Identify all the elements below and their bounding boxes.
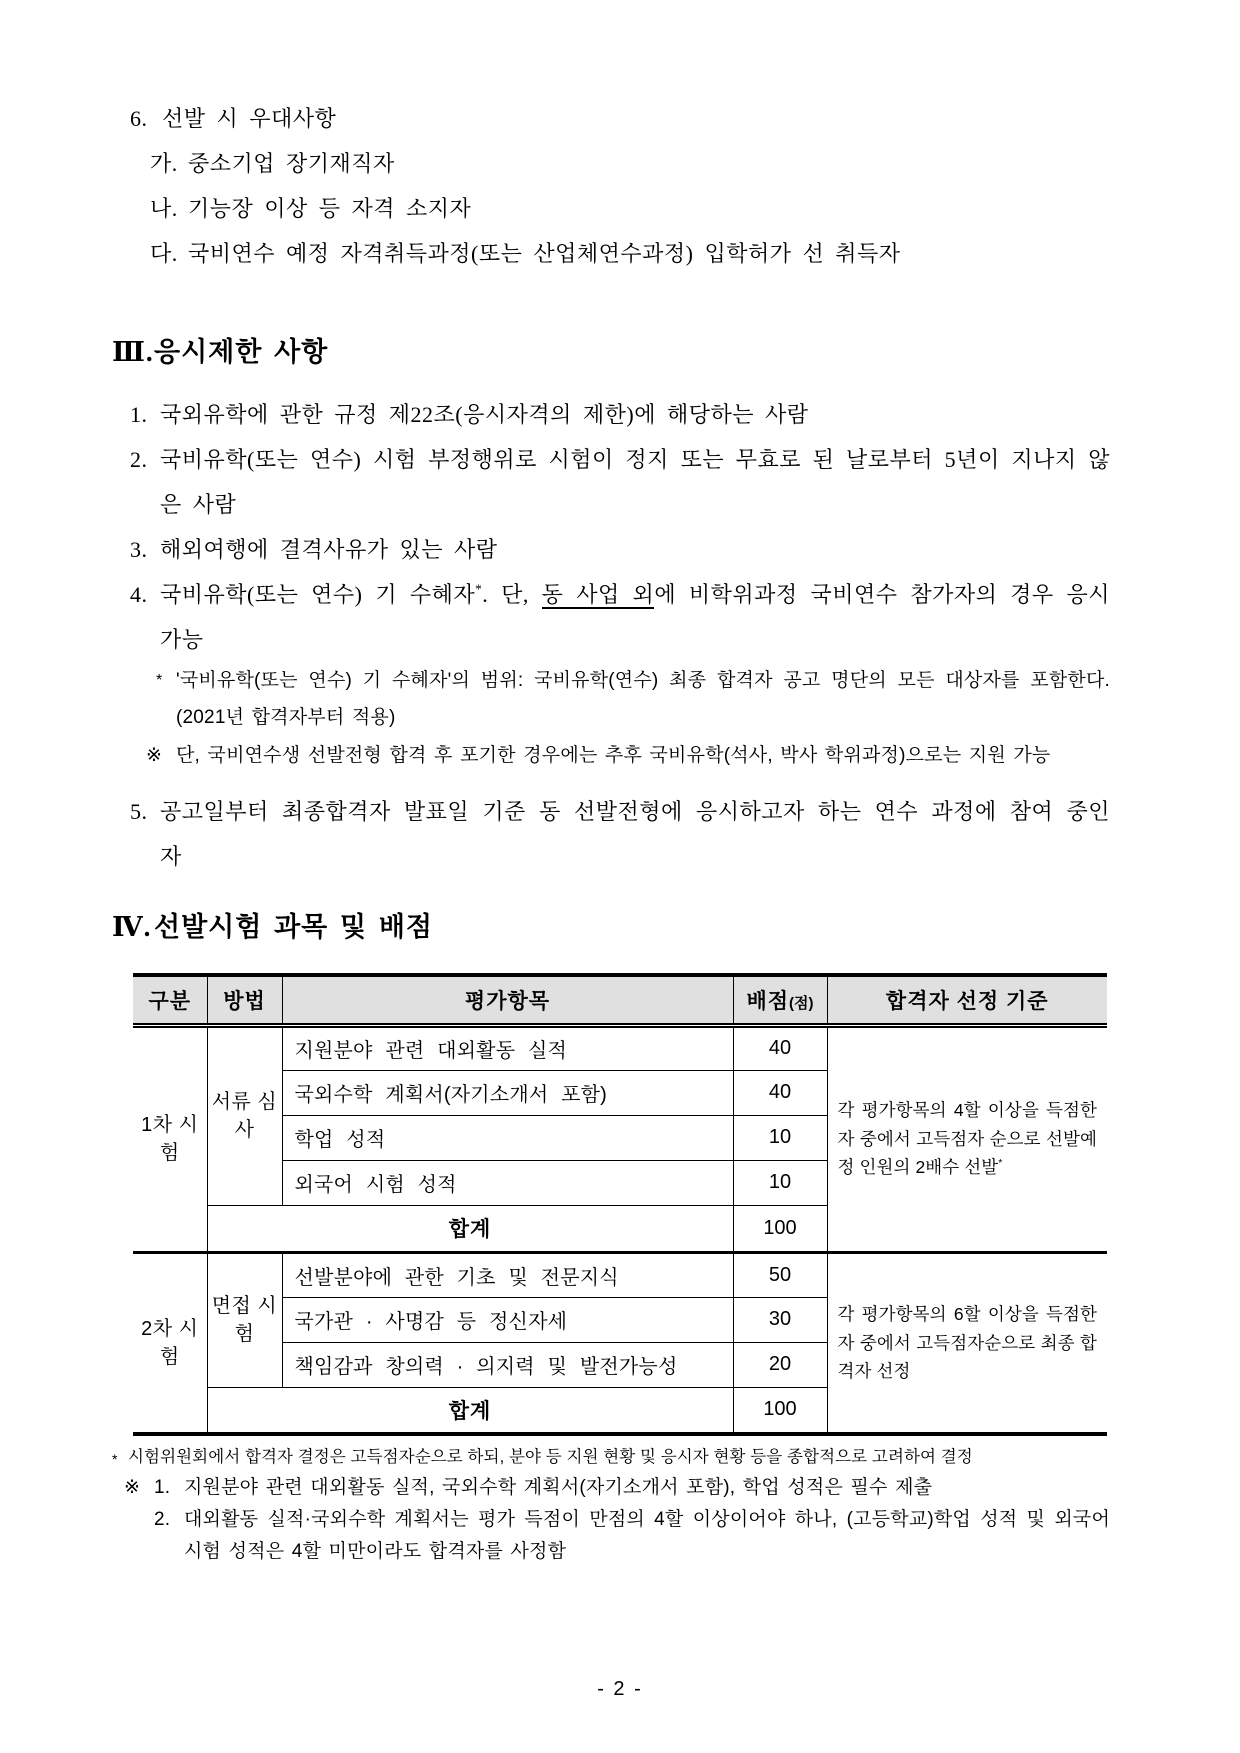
cell-eval-item: 국가관 · 사명감 등 정신자세 [282, 1297, 733, 1342]
footnote-marker: ※ [146, 745, 163, 766]
col-header-method: 방법 [207, 975, 282, 1025]
footnote-marker [124, 1504, 154, 1568]
section3-heading-text: 응시제한 사항 [154, 337, 329, 367]
table-section-1 [133, 1025, 1107, 1252]
item-text [160, 572, 1110, 662]
footnote-reference [146, 736, 1110, 775]
item-text: 국비유학(또는 연수) 시험 부정행위로 시험이 정지 또는 무효로 된 날로부터 5년이 지나지 않은 사람 [160, 447, 1110, 517]
list-item [150, 141, 1110, 186]
section6-title-text: 선발 시 우대사항 [162, 106, 337, 131]
section4-heading [112, 909, 1110, 945]
section6-title [130, 96, 1110, 141]
table-header [133, 975, 1107, 1025]
criteria-text: 각 평가항목의 6할 이상을 득점한 자 중에서 고득점자순으로 최종 합격자 선정 [837, 1304, 1097, 1381]
table-section-2 [133, 1252, 1107, 1434]
table-header-row [133, 975, 1107, 1025]
cell-eval-item: 학업 성적 [282, 1115, 733, 1160]
list-item [150, 186, 1110, 231]
cell-criteria [827, 1252, 1107, 1434]
cell-eval-item: 책임감과 창의력 · 의지력 및 발전가능성 [282, 1342, 733, 1387]
restriction-item-3 [130, 527, 1110, 572]
cell-eval-item: 외국어 시험 성적 [282, 1160, 733, 1205]
list-item-text: 국비연수 예정 자격취득과정(또는 산업체연수과정) 입학허가 선 취득자 [188, 241, 901, 266]
cell-total-score: 100 [733, 1205, 827, 1252]
asterisk-mark: * [998, 1157, 1003, 1170]
preferential-section [112, 96, 1110, 276]
section3-heading [112, 334, 1110, 370]
item-number: 4. [130, 582, 148, 607]
section6-title-number: 6. [130, 106, 148, 131]
col-header-score-main: 배점 [746, 989, 790, 1013]
criteria-text: 각 평가항목의 4할 이상을 득점한 자 중에서 고득점자 순으로 선발예정 인원의 2배수 선발 [837, 1100, 1097, 1178]
cell-group: 2차 시험 [133, 1252, 207, 1434]
cell-score: 40 [733, 1025, 827, 1070]
footnote-text: '국비유학(또는 연수) 기 수혜자'의 범위: 국비유학(연수) 최종 합격자 공고 명단의 모든 대상자를 포함한다.(2021년 합격자부터 적용) [176, 670, 1110, 728]
col-header-group: 구분 [133, 975, 207, 1025]
cell-total-label: 합계 [207, 1387, 733, 1434]
cell-eval-item: 국외수학 계획서(자기소개서 포함) [282, 1070, 733, 1115]
exam-section [112, 909, 1110, 1568]
footnote-marker: ※ [124, 1477, 141, 1498]
footnote-text: 시험위원회에서 합격자 결정은 고득점자순으로 하되, 분야 등 지원 현황 및 응시자 현황 등을 종합적으로 고려하여 결정 [128, 1448, 973, 1466]
section3-heading-number: Ⅲ. [112, 337, 154, 367]
restriction-item-5 [130, 789, 1110, 879]
cell-score: 50 [733, 1252, 827, 1297]
col-header-item: 평가항목 [282, 975, 733, 1025]
cell-total-label: 합계 [207, 1205, 733, 1252]
footnote-number: 1. [154, 1477, 171, 1498]
footnote-text: 대외활동 실적·국외수학 계획서는 평가 득점이 만점의 4할 이상이어야 하나, (고등학교)학업 성적 및 외국어 시험 성적은 4할 미만이라도 합격자를 사정함 [184, 1509, 1110, 1562]
cell-group: 1차 시험 [133, 1025, 207, 1252]
cell-score: 30 [733, 1297, 827, 1342]
item-number: 5. [130, 799, 148, 824]
restrictions-section [112, 334, 1110, 879]
item-number: 1. [130, 402, 148, 427]
item-text-part: 국비유학(또는 연수) 기 수혜자 [160, 582, 476, 607]
section4-heading-text: 선발시험 과목 및 배점 [154, 912, 433, 942]
cell-total-score: 100 [733, 1387, 827, 1434]
cell-score: 20 [733, 1342, 827, 1387]
cell-method: 서류 심사 [207, 1025, 282, 1205]
footnote-number: 2. [154, 1509, 171, 1530]
list-item-number: 가. [150, 151, 178, 176]
exam-score-table [133, 973, 1107, 1436]
footnote-star [156, 662, 1110, 736]
cell-eval-item: 선발분야에 관한 기초 및 전문지식 [282, 1252, 733, 1297]
footnote-text: 지원분야 관련 대외활동 실적, 국외수학 계획서(자기소개서 포함), 학업 성적은 필수 제출 [184, 1477, 933, 1498]
list-item-text: 중소기업 장기재직자 [188, 151, 395, 176]
item-number: 2. [130, 447, 148, 472]
col-header-criteria: 합격자 선정 기준 [827, 975, 1107, 1025]
cell-eval-item: 지원분야 관련 대외활동 실적 [282, 1025, 733, 1070]
list-item [150, 231, 1110, 276]
cell-method: 면접 시험 [207, 1252, 282, 1387]
page-number: - 2 - [597, 1678, 643, 1700]
list-item-text: 기능장 이상 등 자격 소지자 [188, 196, 472, 221]
footnote-text: 단, 국비연수생 선발전형 합격 후 포기한 경우에는 추후 국비유학(석사, 박사 학위과정)으로는 지원 가능 [176, 745, 1051, 766]
item-text-part: . 단, [482, 582, 542, 607]
restriction-item-4 [130, 572, 1110, 662]
item-number: 3. [130, 537, 148, 562]
table-footnote-ref-1 [112, 1472, 1110, 1504]
cell-score: 10 [733, 1160, 827, 1205]
section4-heading-number: Ⅳ. [112, 912, 152, 942]
footnote-marker: * [156, 672, 163, 689]
underlined-phrase: 동 사업 외 [541, 582, 655, 607]
list-item-number: 다. [150, 241, 178, 266]
col-header-score [733, 975, 827, 1025]
asterisk-mark: * [475, 581, 483, 597]
table-footnote-ref-2 [112, 1504, 1110, 1568]
list-item-number: 나. [150, 196, 178, 221]
cell-score: 10 [733, 1115, 827, 1160]
cell-score: 40 [733, 1070, 827, 1115]
cell-criteria [827, 1025, 1107, 1252]
table-footnote-star [112, 1444, 1110, 1472]
footnote-marker: * [112, 1451, 118, 1467]
col-header-score-paren: (점) [789, 994, 814, 1012]
table-row [133, 1252, 1107, 1297]
item-text: 해외여행에 결격사유가 있는 사람 [160, 537, 498, 562]
item-text: 국외유학에 관한 규정 제22조(응시자격의 제한)에 해당하는 사람 [160, 402, 809, 427]
restriction-item-2 [130, 437, 1110, 527]
restriction-item-1 [130, 392, 1110, 437]
item-text: 공고일부터 최종합격자 발표일 기준 동 선발전형에 응시하고자 하는 연수 과정에 참여 중인 자 [160, 799, 1110, 869]
item-text-part: 에 비학위과정 국비연수 참가자의 경우 응시 가능 [160, 582, 1110, 652]
table-row [133, 1025, 1107, 1070]
